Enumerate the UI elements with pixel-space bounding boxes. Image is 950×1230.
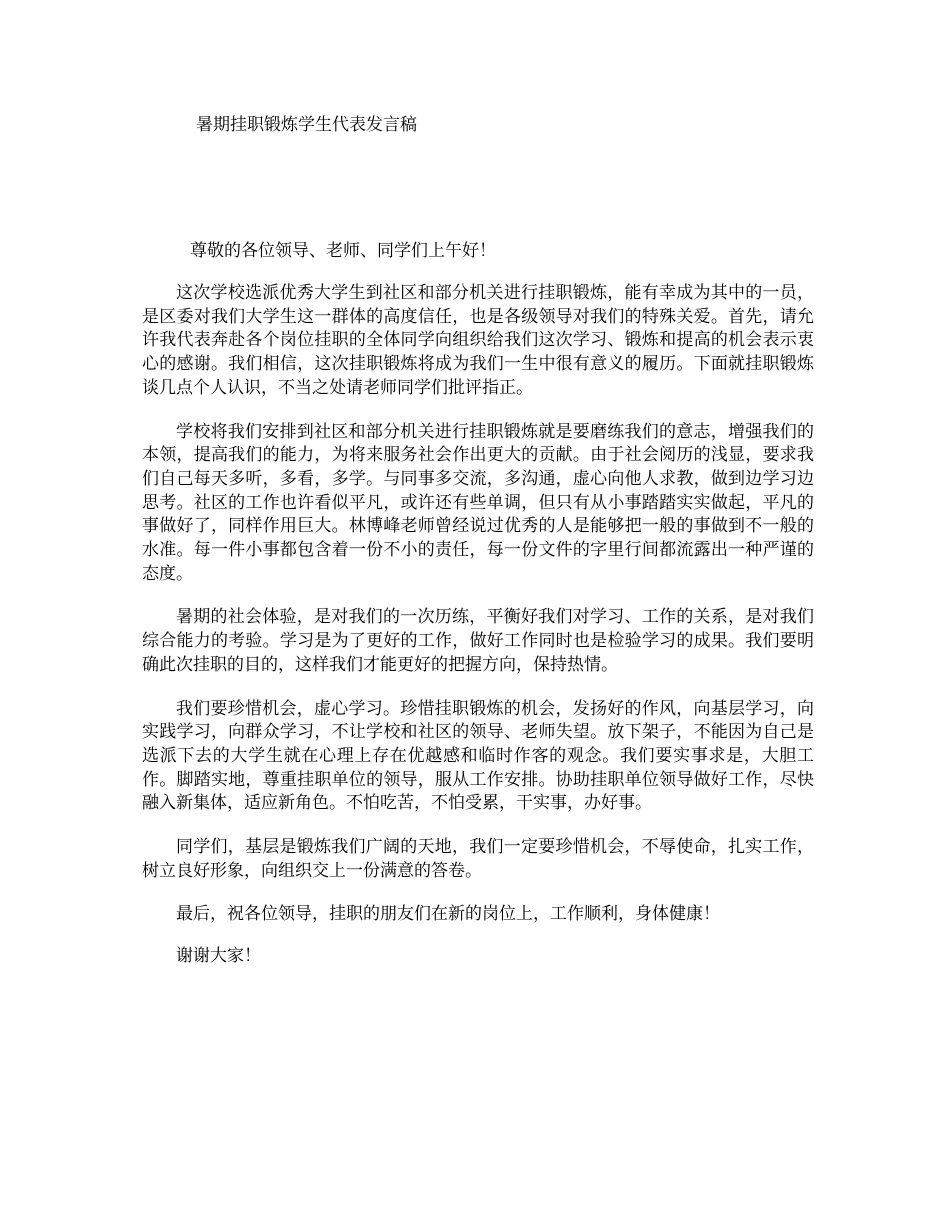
paragraph-2: 学校将我们安排到社区和部分机关进行挂职锻炼就是要磨练我们的意志，增强我们的本领，提高我们的能力，为将来服务社会作出更大的贡献。由于社会阅历的浅显，要求我们自己每天多听，多看，多学。与同事多交流，多沟通，虚心向他人求教，做到边学习边思考。社区的工作也许看似平凡，或许还有些单调，但只有从小事踏踏实实做起，平凡的事做好了，同样作用巨大。林博峰老师曾经说过优秀的人是能够把一般的事做到不一般的水准。每一件小事都包含着一份不小的责任，每一份文件的字里行间都流露出一种严谨的态度。 (142, 421, 814, 584)
document-title: 暑期挂职锻炼学生代表发言稿 (196, 115, 417, 135)
paragraph-5: 同学们，基层是锻炼我们广阔的天地，我们一定要珍惜机会，不辱使命，扎实工作，树立良好形象，向组织交上一份满意的答卷。 (142, 837, 814, 881)
closing-line: 谢谢大家！ (176, 946, 261, 967)
paragraph-6: 最后，祝各位领导，挂职的朋友们在新的岗位上，工作顺利，身体健康！ (176, 904, 720, 925)
greeting-line: 尊敬的各位领导、老师、同学们上午好！ (190, 241, 496, 261)
paragraph-4: 我们要珍惜机会，虚心学习。珍惜挂职锻炼的机会，发扬好的作风，向基层学习，向实践学习，向群众学习，不让学校和社区的领导、老师失望。放下架子，不能因为自己是选派下去的大学生就在心理上存在优越感和临时作客的观念。我们要实事求是，大胆工作。脚踏实地，尊重挂职单位的领导，服从工作安排。协助挂职单位领导做好工作，尽快融入新集体，适应新角色。不怕吃苦，不怕受累，干实事，办好事。 (142, 698, 814, 814)
document-body (142, 282, 814, 987)
paragraph-1: 这次学校选派优秀大学生到社区和部分机关进行挂职锻炼，能有幸成为其中的一员，是区委对我们大学生这一群体的高度信任，也是各级领导对我们的特殊关爱。首先，请允许我代表奔赴各个岗位挂职的全体同学向组织给我们这次学习、锻炼和提高的机会表示衷心的感谢。我们相信，这次挂职锻炼将成为我们一生中很有意义的履历。下面就挂职锻炼谈几点个人认识，不当之处请老师同学们批评指正。 (142, 283, 814, 398)
paragraph-3: 暑期的社会体验，是对我们的一次历练，平衡好我们对学习、工作的关系，是对我们综合能力的考验。学习是为了更好的工作，做好工作同时也是检验学习的成果。我们要明确此次挂职的目的，这样我们才能更好的把握方向，保持热情。 (142, 607, 814, 675)
